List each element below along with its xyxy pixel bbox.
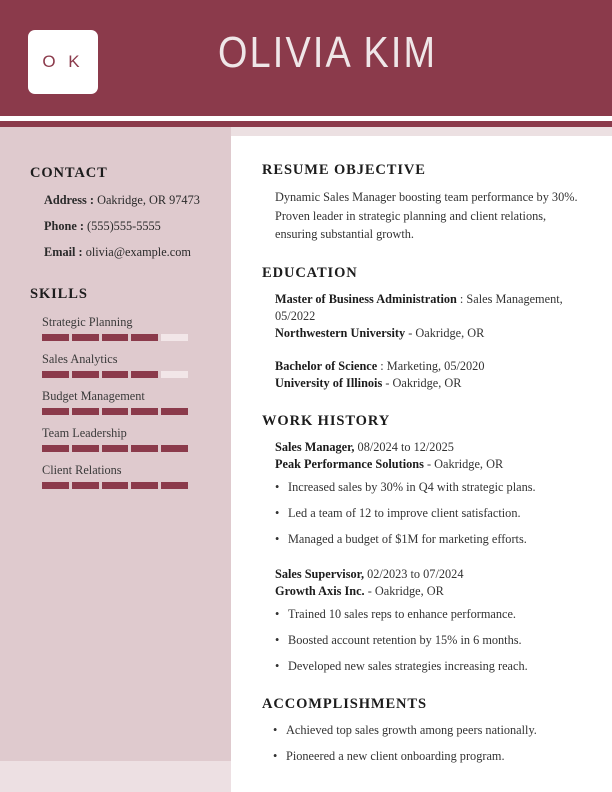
job-entry	[275, 439, 582, 548]
skill-level-segment	[161, 371, 188, 378]
skill-level-bar	[42, 445, 188, 452]
work-history-heading: WORK HISTORY	[262, 412, 391, 429]
job-entry	[275, 566, 582, 675]
job-bullet: • Increased sales by 30% in Q4 with strategic plans.	[275, 479, 582, 496]
accomplishment-bullet: • Achieved top sales growth among peers nationally.	[273, 722, 582, 739]
accomplishments-list	[262, 722, 582, 765]
education-school-location: - Oakridge, OR	[405, 325, 485, 340]
skill-level-segment	[72, 482, 99, 489]
objective-body	[262, 188, 582, 244]
skill-level-segment	[42, 445, 69, 452]
skill-level-bar	[42, 371, 188, 378]
skill-level-segment	[161, 408, 188, 415]
objective-heading: RESUME OBJECTIVE	[262, 162, 426, 178]
education-degree-line	[275, 358, 582, 375]
job-title: Sales Supervisor,	[275, 566, 365, 581]
contact-email-value: olivia@example.com	[85, 245, 191, 259]
page-title: OLIVIA KIM	[218, 28, 438, 77]
education-entry	[275, 291, 582, 342]
skill-level-segment	[102, 408, 129, 415]
main-column-topband	[231, 127, 612, 136]
skill-level-segment	[102, 371, 129, 378]
education-degree-detail: : Marketing, 05/2020	[377, 358, 485, 373]
job-bullet: • Led a team of 12 to improve client satisfaction.	[275, 505, 582, 522]
education-school: University of Illinois	[275, 375, 383, 390]
accomplishments-section	[262, 696, 582, 765]
contact-phone-row	[44, 218, 220, 235]
skill-level-bar	[42, 408, 188, 415]
skill-item	[42, 462, 225, 489]
skill-level-segment	[161, 445, 188, 452]
skills-list	[30, 314, 225, 489]
education-school-location: - Oakridge, OR	[382, 375, 462, 390]
skill-level-segment	[131, 408, 158, 415]
skill-level-bar	[42, 334, 188, 341]
skill-item	[42, 388, 225, 415]
skills-heading: SKILLS	[30, 286, 88, 302]
education-school-line	[275, 325, 582, 342]
job-company: Growth Axis Inc.	[275, 583, 365, 598]
skill-level-segment	[102, 482, 129, 489]
skill-level-bar	[42, 482, 188, 489]
skill-item	[42, 351, 225, 378]
objective-text: Dynamic Sales Manager boosting team performance by 30%. Proven leader in strategic planning and client relations, ensuring substantial growth.	[275, 190, 578, 241]
skill-label: Team Leadership	[42, 426, 127, 440]
contact-email-row	[44, 244, 220, 261]
education-degree-line	[275, 291, 582, 325]
resume-header-banner	[0, 0, 612, 116]
skill-item	[42, 314, 225, 341]
job-title-line	[275, 439, 582, 456]
work-history-section	[262, 413, 582, 675]
job-bullet: • Trained 10 sales reps to enhance performance.	[275, 606, 582, 623]
skill-level-segment	[161, 482, 188, 489]
skill-level-segment	[72, 371, 99, 378]
contact-address-value: Oakridge, OR 97473	[97, 193, 200, 207]
job-dates: 02/2023 to 07/2024	[364, 566, 464, 581]
skill-level-segment	[131, 482, 158, 489]
skill-level-segment	[102, 445, 129, 452]
skill-level-segment	[72, 408, 99, 415]
skill-level-segment	[42, 482, 69, 489]
skill-level-segment	[102, 334, 129, 341]
skill-level-segment	[42, 408, 69, 415]
accomplishment-bullet: • Pioneered a new client onboarding program.	[273, 748, 582, 765]
skill-level-segment	[131, 371, 158, 378]
education-list	[262, 291, 582, 392]
job-bullet-list	[275, 479, 582, 548]
skill-level-segment	[131, 445, 158, 452]
objective-section	[262, 162, 582, 244]
job-bullet: • Developed new sales strategies increasing reach.	[275, 658, 582, 675]
education-school: Northwestern University	[275, 325, 406, 340]
skill-level-segment	[42, 334, 69, 341]
skills-section	[30, 286, 225, 499]
education-entry	[275, 358, 582, 392]
skill-level-segment	[42, 371, 69, 378]
monogram-initials: O K	[42, 52, 84, 71]
job-company: Peak Performance Solutions	[275, 456, 424, 471]
skill-level-segment	[72, 334, 99, 341]
contact-address-label: Address :	[44, 193, 94, 207]
monogram-badge	[28, 30, 98, 94]
job-bullet: • Boosted account retention by 15% in 6 months.	[275, 632, 582, 649]
education-degree: Bachelor of Science	[275, 358, 378, 373]
skill-level-segment	[161, 334, 188, 341]
job-company-line	[275, 456, 582, 473]
education-section	[262, 265, 582, 392]
skill-label: Strategic Planning	[42, 315, 133, 329]
education-degree-detail: : Sales Management, 05/2022	[275, 291, 563, 323]
contact-phone-label: Phone :	[44, 219, 84, 233]
job-bullet: • Managed a budget of $1M for marketing efforts.	[275, 531, 582, 548]
job-list	[262, 439, 582, 675]
job-dates: 08/2024 to 12/2025	[354, 439, 454, 454]
job-title-line	[275, 566, 582, 583]
education-school-line	[275, 375, 582, 392]
contact-section	[30, 165, 220, 270]
contact-list	[30, 192, 220, 261]
skill-item	[42, 425, 225, 452]
job-location: - Oakridge, OR	[423, 456, 504, 471]
education-heading: EDUCATION	[262, 264, 358, 281]
skill-label: Budget Management	[42, 389, 145, 403]
accomplishments-heading: ACCOMPLISHMENTS	[262, 695, 427, 712]
skill-level-segment	[72, 445, 99, 452]
skill-label: Sales Analytics	[42, 352, 118, 366]
contact-phone-value: (555)555-5555	[87, 219, 161, 233]
contact-address-row	[44, 192, 220, 209]
sidebar	[0, 127, 231, 761]
job-location: - Oakridge, OR	[364, 583, 444, 598]
job-title: Sales Manager,	[275, 439, 355, 454]
contact-heading: CONTACT	[30, 165, 108, 181]
job-bullet-list	[275, 606, 582, 675]
job-company-line	[275, 583, 582, 600]
skill-level-segment	[131, 334, 158, 341]
contact-email-label: Email :	[44, 245, 83, 259]
skill-label: Client Relations	[42, 463, 122, 477]
education-degree: Master of Business Administration	[275, 291, 457, 306]
main-content	[262, 162, 582, 786]
